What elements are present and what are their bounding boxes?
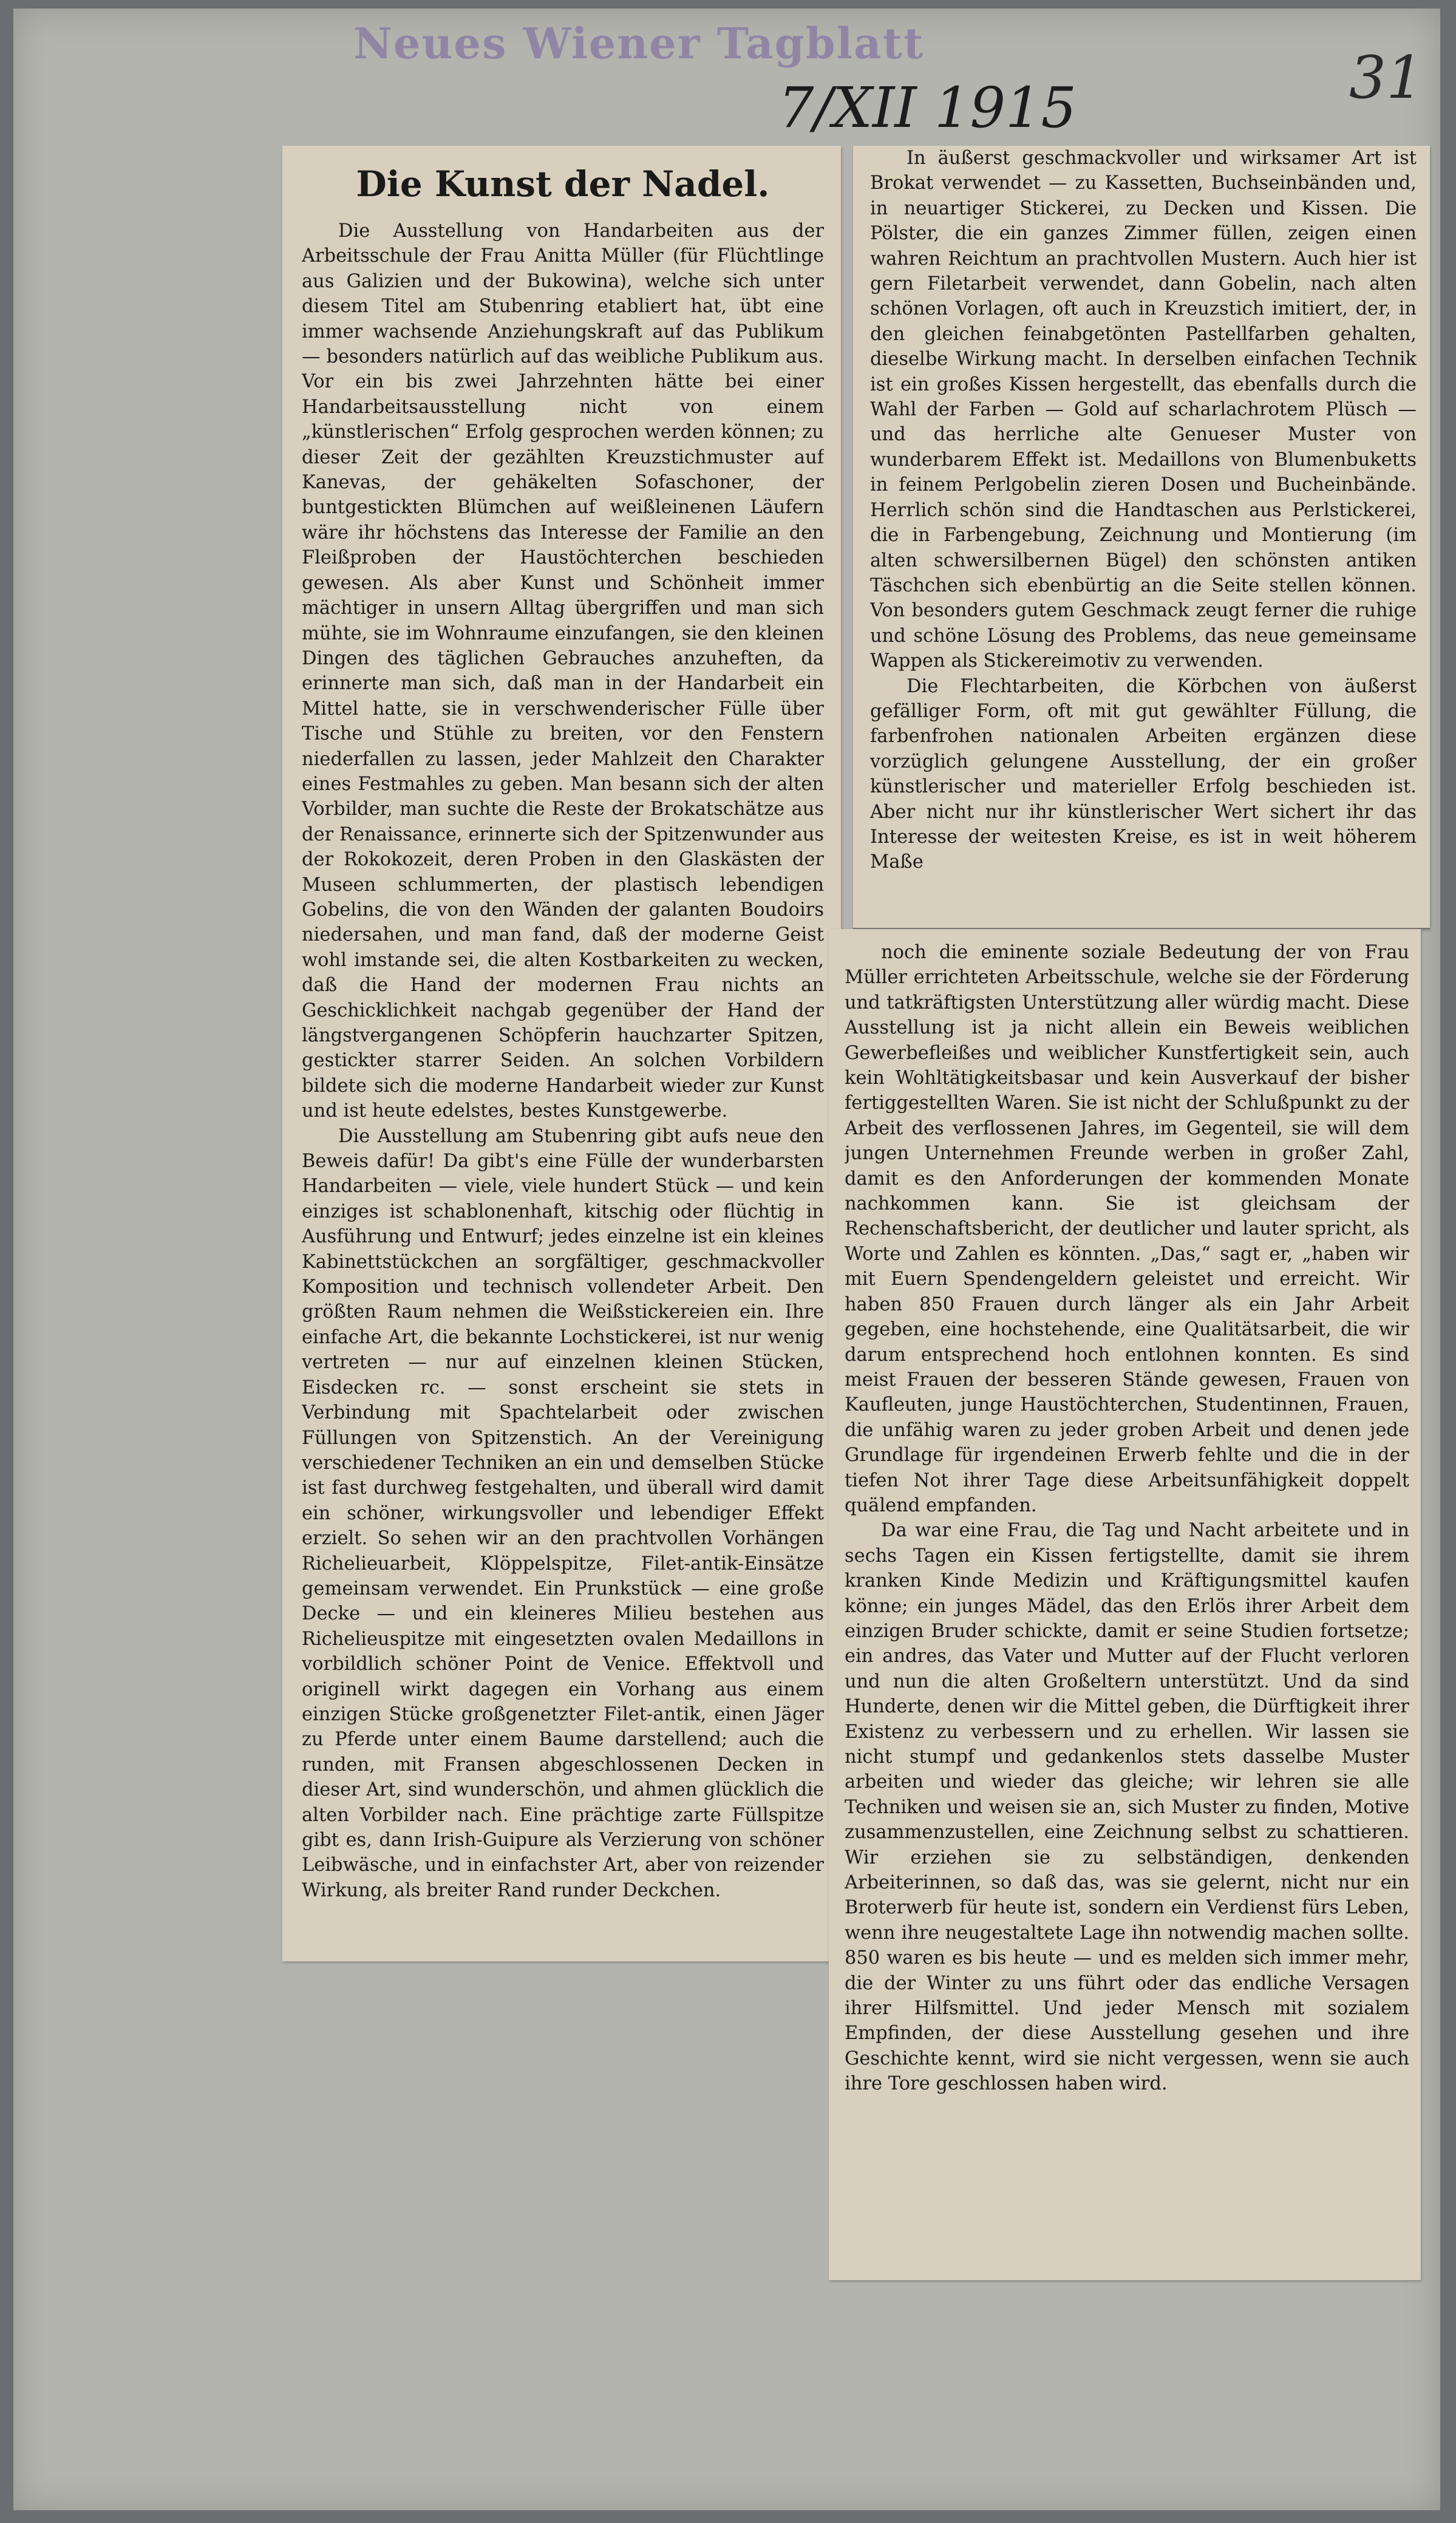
right-bottom-column (845, 940, 1409, 2097)
paragraph: Die Ausstellung von Handarbeiten aus der Arbeitsschule der Frau Anitta Müller (für Flüchtlinge aus Galizien und der Bukowina), welche sich unter diesem Titel am Stubenring etabliert hat, übt eine immer wachsende Anziehungskraft auf das Publikum — besonders natürlich auf das weibliche Publikum aus. Vor ein bis zwei Jahrzehnten hätte bei einer Handarbeitsausstellung nicht von einem „künstlerischen“ Erfolg gesprochen werden können; zu dieser Zeit der gezählten Kreuzstichmuster auf Kanevas, der gehäkelten Sofaschoner, der buntgestickten Blümchen auf weißleinenen Läufern wäre ihr höchstens das Interesse der Familie an den Fleißproben der Haustöchterchen beschieden gewesen. Als aber Kunst und Schönheit immer mächtiger in unsern Alltag übergriffen und man sich mühte, sie im Wohnraume einzufangen, sie den kleinen Dingen des täglichen Gebrauches anzuheften, da erinnerte man sich, daß man in der Handarbeit ein Mittel hatte, sie in verschwenderischer Fülle über Tische und Stühle zu breiten, vor den Fenstern niederfallen zu lassen, jeder Mahlzeit den Charakter eines Festmahles zu geben. Man besann sich der alten Vorbilder, man suchte die Reste der Brokatschätze aus der Renaissance, erinnerte sich der Spitzenwunder aus der Rokokozeit, deren Proben in den Glaskästen der Museen schlummerten, der plastisch lebendigen Gobelins, die von den Wänden der galanten Boudoirs niedersahen, und man fand, daß der moderne Geist wohl imstande sei, die alten Kostbarkeiten zu wecken, daß die Hand der modernen Frau nichts an Geschicklichkeit nachgab gegenüber der Hand der längstvergangenen Schöpferin hauchzarter Spitzen, gestickter starrer Seiden. An solchen Vorbildern bildete sich die moderne Handarbeit wieder zur Kunst und ist heute edelstes, bestes Kunstgewerbe. (302, 220, 824, 1122)
paragraph: noch die eminente soziale Bedeutung der von Frau Müller errichteten Arbeitsschule, welche sie der Förderung und tatkräftigsten Unterstützung aller würdig macht. Diese Ausstellung ist ja nicht allein ein Beweis weiblichen Gewerbefleißes und weiblicher Kunstfertigkeit sein, auch kein Wohltätigkeitsbasar und kein Ausverkauf der bisher fertiggestellten Waren. Sie ist nicht der Schlußpunkt zu der Arbeit des verflossenen Jahres, im Gegenteil, sie will dem jungen Unternehmen Freunde werben in großer Zahl, damit es den Anforderungen der kommenden Monate nachkommen kann. Sie ist gleichsam der Rechenschaftsbericht, der deutlicher und lauter spricht, als Worte und Zahlen es könnten. „Das,“ sagt er, „haben wir mit Euern Spendengeldern geleistet und erreicht. Wir haben 850 Frauen durch länger als ein Jahr Arbeit gegeben, eine hochstehende, eine Qualitätsarbeit, die wir darum entsprechend hoch entlohnen konnten. Es sind meist Frauen der besseren Stände gewesen, Frauen von Kaufleuten, junge Haustöchterchen, Studentinnen, Frauen, die unfähig waren zu jeder groben Arbeit und denen jede Grundlage für irgendeinen Erwerb fehlte und die in der tiefen Not ihrer Tage diese Arbeitsunfähigkeit doppelt quälend empfanden. (845, 942, 1409, 1516)
left-column (302, 163, 824, 1903)
clipping-right-top (853, 146, 1430, 929)
headline: Die Kunst der Nadel. (356, 163, 770, 205)
paragraph: Die Flechtarbeiten, die Körbchen von äußerst gefälliger Form, oft mit gut gewählter Füllung, die farbenfrohen nationalen Arbeiten ergänzen diese vorzüglich gelungene Ausstellung, der ein großer künstlerischer und materieller Erfolg beschieden ist. Aber nicht nur ihr künstlerischer Wert sichert ihr das Interesse der weitesten Kreise, es ist in weit höherem Maße (870, 675, 1417, 873)
paragraph: Da war eine Frau, die Tag und Nacht arbeitete und in sechs Tagen ein Kissen fertigstellte, damit sie ihrem kranken Kinde Medizin und Kräftigungsmittel kaufen könne; ein junges Mädel, das den Erlös ihrer Arbeit dem einzigen Bruder schickte, damit er seine Studien fortsetze; ein andres, das Vater und Mutter auf der Flucht verloren und nun die alten Großeltern unterstützt. Und da sind Hunderte, denen wir die Mittel geben, die Dürftigkeit ihrer Existenz zu verbessern und zu erhellen. Wir lassen sie nicht stumpf und gedankenlos stets dasselbe Muster arbeiten und wieder das gleiche; wir lehren sie alle Techniken und weisen sie an, sich Muster zu finden, Motive zusammenzustellen, eine Zeichnung selbst zu schattieren. Wir erziehen sie zu selbständigen, denkenden Arbeiterinnen, so daß das, was sie gelernt, nicht nur ein Broterwerb für heute ist, sondern ein Verdienst fürs Leben, wenn ihre neugestaltete Lage ihn notwendig machen sollte. 850 waren es bis heute — und es melden sich immer mehr, die der Winter zu uns führt oder das endliche Versagen ihrer Hilfsmittel. Und jeder Mensch mit sozialem Empfinden, der diese Ausstellung gesehen und ihre Geschichte kennt, wird sie nicht vergessen, wenn sie auch ihre Tore geschlossen haben wird. (845, 1520, 1409, 2095)
paragraph: In äußerst geschmackvoller und wirksamer Art ist Brokat verwendet — zu Kassetten, Buchseinbänden und, in neuartiger Stickerei, zu Decken und Kissen. Die Pölster, die ein ganzes Zimmer füllen, zeigen einen wahren Reichtum an prachtvollen Mustern. Auch hier ist gern Filetarbeit verwendet, dann Gobelin, nach alten schönen Vorlagen, oft auch in Kreuzstich imitiert, der, in den gleichen feinabgetönten Pastellfarben gehalten, dieselbe Wirkung macht. In derselben einfachen Technik ist ein großes Kissen hergestellt, das ebenfalls durch die Wahl der Farben — Gold auf scharlachrotem Plüsch — und das herrliche alte Genueser Muster von wunderbarem Effekt ist. Medaillons von Blumenbuketts in feinem Perlgobelin zieren Dosen und Bucheinbände. Herrlich schön sind die Handtaschen aus Perlstickerei, die in Farbengebung, Zeichnung und Montierung (im alten schwersilbernen Bügel) den schönsten antiken Täschchen sich ebenbürtig an die Seite stellen können. Von besonders gutem Geschmack zeugt ferner die ruhige und schöne Lösung des Problems, das neue gemeinsame Wappen als Stickereimotiv zu verwenden. (870, 148, 1417, 672)
right-top-column (870, 146, 1417, 875)
handwritten-date: 7/XII 1915 (778, 75, 1077, 140)
handwritten-page-number: 31 (1349, 44, 1424, 112)
paragraph: Die Ausstellung am Stubenring gibt aufs neue den Beweis dafür! Da gibt's eine Fülle der wunderbarsten Handarbeiten — viele, viele hundert Stück — und kein einziges ist schablonenhaft, kitschig oder flüchtig in Ausführung und Entwurf; jedes einzelne ist ein kleines Kabinettstückchen an sorgfältiger, geschmackvoller Komposition und technisch vollendeter Arbeit. Den größten Raum nehmen die Weißstickereien ein. Ihre einfache Art, die bekannte Lochstickerei, ist nur wenig vertreten — nur auf einzelnen kleinen Stücken, Eisdecken rc. — sonst erscheint sie stets in Verbindung mit Spachtelarbeit oder zwischen Füllungen von Spitzenstich. An der Vereinigung verschiedener Techniken an ein und demselben Stücke ist fast durchweg festgehalten, und überall wird damit ein schöner, wirkungsvoller und lebendiger Effekt erzielt. So sehen wir an den prachtvollen Vorhängen Richelieuarbeit, Klöppelspitze, Filet-antik-Einsätze gemeinsam verwendet. Ein Prunkstück — eine große Decke — und ein kleineres Milieu bestehen aus Richelieuspitze mit eingesetzten ovalen Medaillons in vorbildlich schöner Point de Venice. Effektvoll und originell wirkt dagegen ein Vorhang aus einem einzigen Stücke großgenetzter Filet-antik, einen Jäger zu Pferde unter einem Baume darstellend; auch die runden, mit Fransen abgeschlossenen Decken in dieser Art, sind wunderschön, und ahmen glücklich die alten Vorbilder nach. Eine prächtige zarte Füllspitze gibt es, dann Irish-Guipure als Verzierung von schöner Leibwäsche, und in einfachster Art, aber von reizender Wirkung, als breiter Rand runder Deckchen. (302, 1125, 824, 1901)
clipping-right-bottom (829, 929, 1421, 2280)
newspaper-stamp: Neues Wiener Tagblatt (353, 18, 925, 69)
clipping-left (282, 146, 841, 1961)
